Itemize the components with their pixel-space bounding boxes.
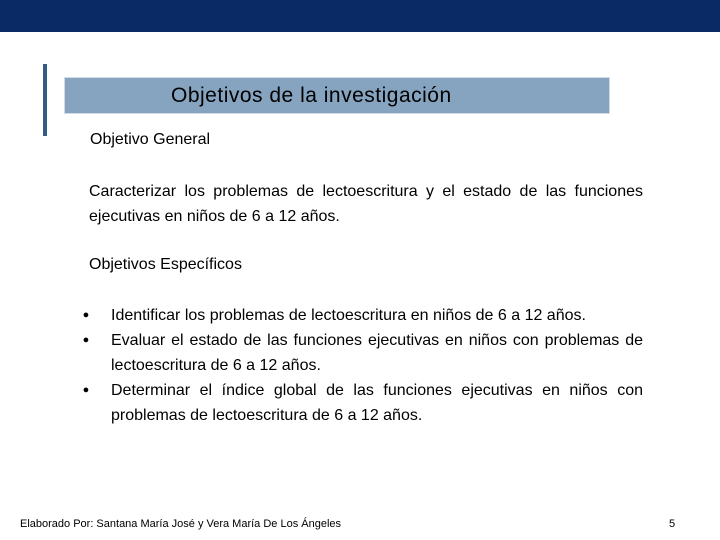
footer-credit: Elaborado Por: Santana María José y Vera María De Los Ángeles [20, 518, 342, 530]
title-box [64, 77, 610, 114]
accent-line [43, 64, 47, 136]
general-objective-text: Caracterizar los problemas de lectoescritura y el estado de las funciones ejecutivas en niños de 6 a 12 años. [89, 183, 643, 225]
list-item [78, 303, 643, 328]
bullet-dot-icon: ● [82, 309, 90, 321]
list-item [78, 328, 643, 378]
list-item-text: Evaluar el estado de las funciones ejecutivas en niños con problemas de lectoescritura de 6 a 12 años. [111, 332, 643, 374]
list-item [78, 378, 643, 428]
list-item-text: Determinar el índice global de las funciones ejecutivas en niños con problemas de lectoescritura de 6 a 12 años. [111, 382, 643, 424]
bullet-dot-icon: ● [82, 384, 90, 396]
slide-title: Objetivos de la investigación [171, 84, 452, 107]
general-objective-heading: Objetivo General [90, 131, 211, 148]
page-number: 5 [669, 518, 676, 530]
bullet-dot-icon: ● [82, 334, 90, 346]
top-banner-bar [0, 0, 720, 32]
list-item-text: Identificar los problemas de lectoescritura en niños de 6 a 12 años. [111, 307, 586, 324]
specific-objectives-list [78, 303, 643, 428]
specific-objectives-heading: Objetivos Específicos [89, 256, 242, 273]
